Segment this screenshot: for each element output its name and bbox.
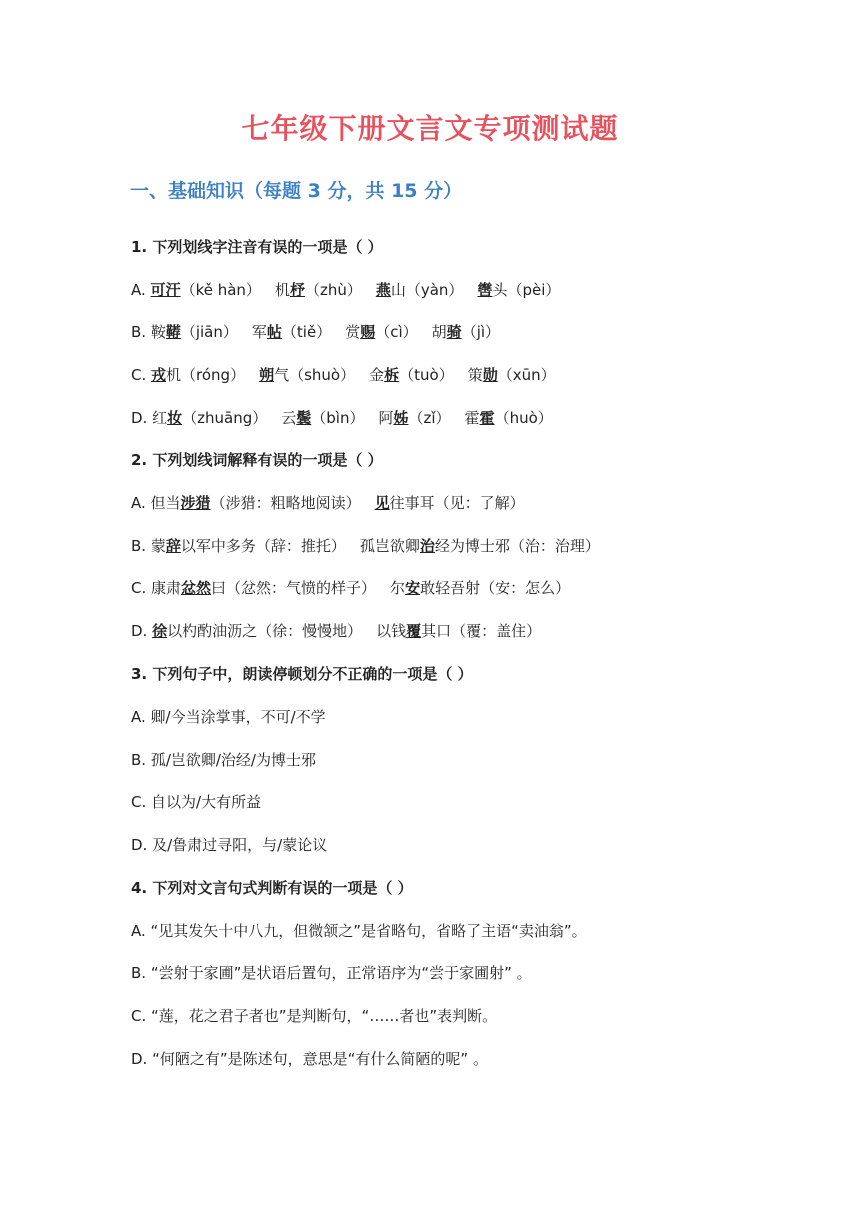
- q1-option-d: D. 红妆（zhuāng） 云鬓（bìn） 阿姊（zǐ） 霍霍（huò）: [131, 409, 553, 427]
- q2-option-a: A. 但当涉猎（涉猎：粗略地阅读） 见往事耳（见：了解）: [131, 494, 525, 512]
- question-2: 2. 下列划线词解释有误的一项是（ ）: [131, 451, 383, 469]
- q4-option-c: C. “莲，花之君子者也”是判断句，“……者也”表判断。: [131, 1007, 498, 1025]
- q3-option-b: B. 孤/岂欲卿/治经/为博士邪: [131, 751, 316, 769]
- q4-option-d: D. “何陋之有”是陈述句，意思是“有什么简陋的呢” 。: [131, 1050, 488, 1068]
- page-title: 七年级下册文言文专项测试题: [241, 112, 619, 145]
- q3-option-a: A. 卿/今当涂掌事，不可/不学: [131, 708, 326, 726]
- q1-option-a: A. 可汗（kě hàn） 机杼（zhù） 燕山（yàn） 辔头（pèi）: [131, 281, 561, 299]
- q2-option-d: D. 徐以杓酌油沥之（徐：慢慢地） 以钱覆其口（覆：盖住）: [131, 622, 542, 640]
- question-1: 1. 下列划线字注音有误的一项是（ ）: [131, 238, 383, 256]
- q4-option-b: B. “尝射于家圃”是状语后置句，正常语序为“尝于家圃射” 。: [131, 964, 532, 982]
- q1-option-b: B. 鞍鞯（jiān） 军帖（tiě） 赏赐（cì） 胡骑（jì）: [131, 323, 501, 341]
- q2-option-c: C. 康肃忿然曰（忿然：气愤的样子） 尔安敢轻吾射（安：怎么）: [131, 579, 571, 597]
- q2-option-b: B. 蒙辞以军中多务（辞：推托） 孤岂欲卿治经为博士邪（治：治理）: [131, 537, 600, 555]
- q3-option-c: C. 自以为/大有所益: [131, 793, 262, 811]
- section-heading: 一、基础知识（每题 3 分，共 15 分）: [130, 180, 463, 202]
- question-4: 4. 下列对文言句式判断有误的一项是（ ）: [131, 879, 413, 897]
- q3-option-d: D. 及/鲁肃过寻阳，与/蒙论议: [131, 836, 328, 854]
- q1-option-c: C. 戎机（róng） 朔气（shuò） 金柝（tuò） 策勋（xūn）: [131, 366, 556, 384]
- question-3: 3. 下列句子中，朗读停顿划分不正确的一项是（ ）: [131, 665, 473, 683]
- q4-option-a: A. “见其发矢十中八九，但微颔之”是省略句，省略了主语“卖油翁”。: [131, 922, 587, 940]
